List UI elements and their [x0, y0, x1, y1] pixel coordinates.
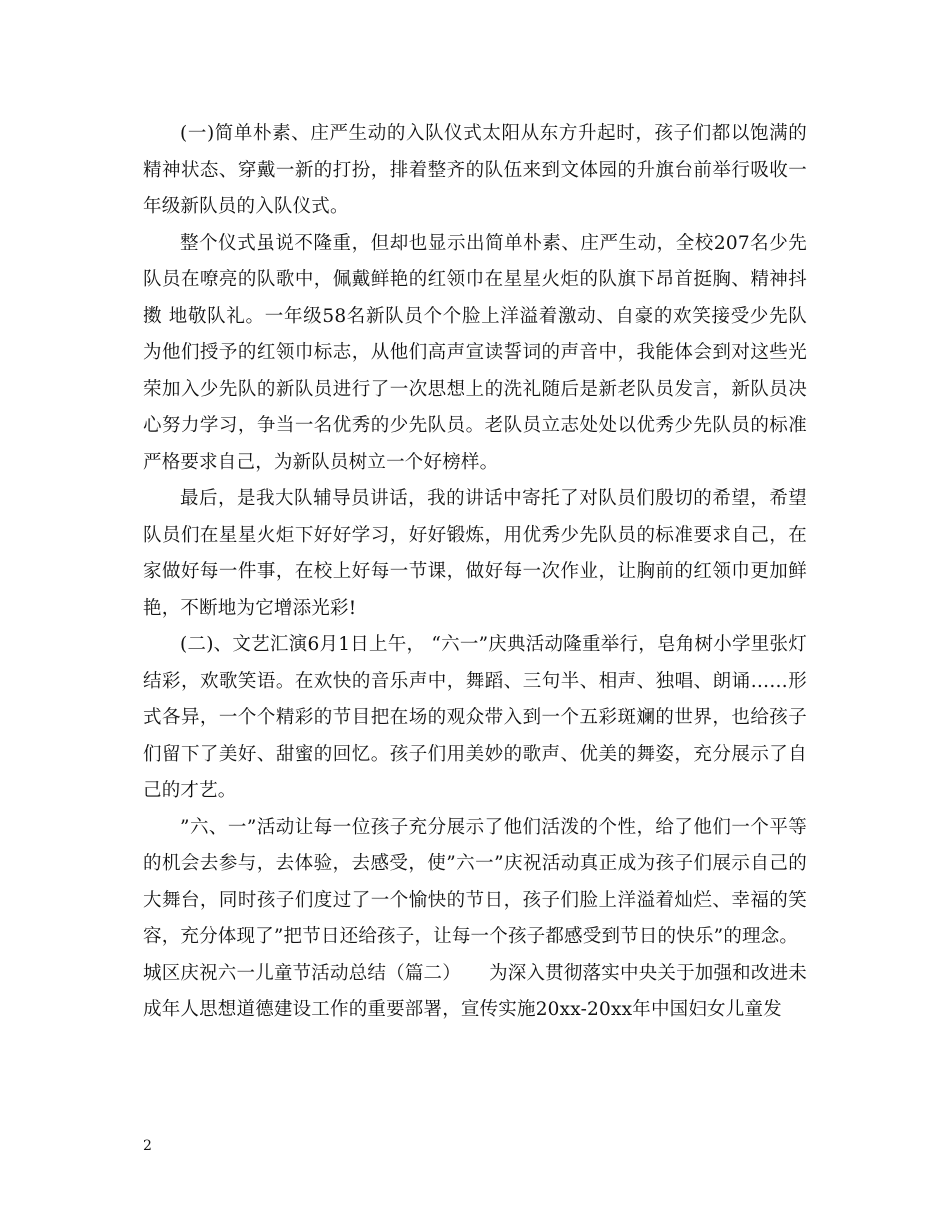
- paragraph-counselor-speech: 最后，是我大队辅导员讲话，我的讲话中寄托了对队员们殷切的希望，希望队员们在星星火炬下好好学习，好好锻炼，用优秀少先队员的标准要求自己，在家做好每一件事，在校上好每一节课，做好每一次作业，让胸前的红领巾更加鲜艳，不断地为它增添光彩!: [143, 488, 807, 619]
- page-number: 2: [143, 1138, 152, 1154]
- paragraph-activity-summary: ”六、一”活动让每一位孩子充分展示了他们活泼的个性，给了他们一个平等的机会去参与，去体验，去感受，使”六一”庆祝活动真正成为孩子们展示自己的大舞台，同时孩子们度过了一个愉快的节日，孩子们脸上洋溢着灿烂、幸福的笑容，充分体现了”把节日还给孩子，让每一个孩子都感受到节日的快乐”的理念。: [143, 816, 807, 947]
- paragraph-ceremony-details: 整个仪式虽说不隆重，但却也显示出简单朴素、庄严生动，全校207名少先队员在嘹亮的队歌中，佩戴鲜艳的红领巾在星星火炬的队旗下昂首挺胸、精神抖擞 地敬队礼。一年级58名新队员个个脸上洋溢着激动、自豪的欢笑接受少先队为他们授予的红领巾标志，从他们高声宣读誓词的声音中，我能体会到对这些光荣加入少先队的新队员进行了一次思想上的洗礼随后是新老队员发言，新队员决心努力学习，争当一名优秀的少先队员。老队员立志处处以优秀少先队员的标准严格要求自己，为新队员树立一个好榜样。: [143, 232, 807, 473]
- paragraph-induction-ceremony: (一)简单朴素、庄严生动的入队仪式太阳从东方升起时，孩子们都以饱满的精神状态、穿戴一新的打扮，排着整齐的队伍来到文体园的升旗台前举行吸收一年级新队员的入队仪式。: [143, 123, 807, 217]
- paragraph-art-performance: (二)、文艺汇演6月1日上午， “六一”庆典活动隆重举行，皂角树小学里张灯结彩，欢歌笑语。在欢快的音乐声中，舞蹈、三句半、相声、独唱、朗诵……形式各异，一个个精彩的节目把在场的观众带入到一个五彩斑斓的世界，也给孩子们留下了美好、甜蜜的回忆。孩子们用美妙的歌声、优美的舞姿，充分展示了自己的才艺。: [143, 634, 807, 801]
- document-body: [143, 116, 807, 1029]
- paragraph-second-article-start: 城区庆祝六一儿童节活动总结（篇二） 为深入贯彻落实中央关于加强和改进未成年人思想道德建设工作的重要部署，宣传实施20xx-20xx年中国妇女儿童发: [143, 962, 807, 1020]
